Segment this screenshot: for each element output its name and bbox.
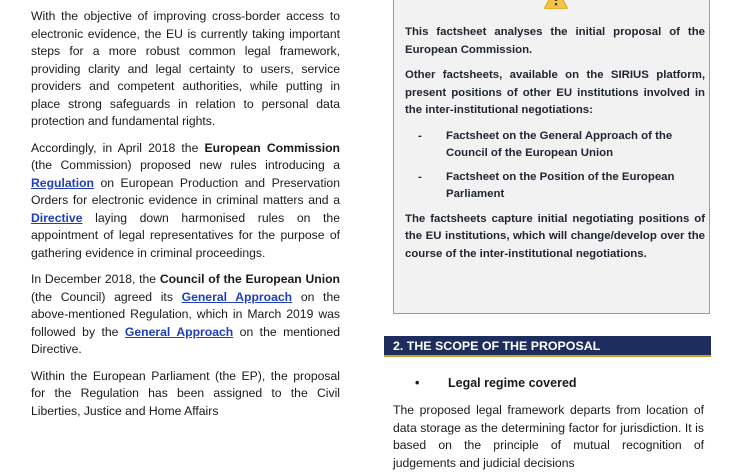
bullet-marker: •: [415, 376, 420, 390]
general-approach-link-regulation[interactable]: General Approach: [181, 289, 293, 304]
text-span: on the mentioned Directive.: [31, 324, 340, 356]
council-paragraph: [31, 271, 340, 359]
text-span: In December 2018, the: [31, 272, 160, 286]
bullet-item: [415, 376, 577, 390]
text-span: (the Commission) proposed new rules introducing a: [31, 158, 340, 172]
text-span: (the Council) agreed its: [31, 289, 182, 304]
notice-paragraph-1: This factsheet analyses the initial proposal of the European Commission.: [405, 26, 705, 56]
directive-link[interactable]: Directive: [31, 210, 83, 225]
list-item: [405, 169, 705, 204]
section-header: 2. THE SCOPE OF THE PROPOSAL: [384, 336, 711, 357]
scope-paragraph: The proposed legal framework departs from location of data storage as the determining factor for jurisdiction. It is based on the principle of mutual recognition of judgements and judicial decisions: [393, 403, 704, 470]
text-span: on the above-mentioned Regulation, which in March 2019 was followed by the: [31, 289, 341, 339]
regulation-link[interactable]: Regulation: [31, 175, 94, 190]
council-name: Council of the European Union: [159, 272, 340, 286]
list-item: [405, 128, 705, 163]
text-span: laying down harmonised rules on the appointment of legal representatives for the purpose of gathering evidence in criminal proceedings.: [31, 210, 340, 260]
text-span: Accordingly, in April 2018 the: [31, 140, 205, 155]
text-span: on European Production and Preservation Orders for electronic evidence in criminal matters and a: [31, 175, 340, 207]
list-item-text: Factsheet on the General Approach of the Council of the European Union: [446, 129, 673, 159]
general-approach-link-directive[interactable]: General Approach: [124, 324, 234, 339]
notice-paragraph-2: Other factsheets, available on the SIRIUS platform, present positions of other EU institutions involved in the inter-institutional negotiations:: [405, 69, 705, 116]
intro-paragraph: With the objective of improving cross-border access to electronic evidence, the EU is currently taking important steps for a more robust common legal framework, providing clarity and legal certainty to users, service providers and competent authorities, while putting in place strong safeguards in relation to personal data protection and fundamental rights.: [31, 9, 340, 128]
dash-marker: -: [418, 170, 422, 183]
parliament-paragraph: Within the European Parliament (the EP), the proposal for the Regulation has been assigned to the Civil Liberties, Justice and Home Affairs: [31, 368, 340, 418]
left-column: [31, 8, 340, 429]
notice-content: [405, 24, 705, 271]
notice-paragraph-3: The factsheets capture initial negotiating positions of the EU institutions, which will change/develop over the course of the inter-institutional negotiations.: [405, 212, 705, 260]
bullet-text: Legal regime covered: [448, 376, 577, 390]
warning-icon: [544, 0, 568, 9]
notice-box: [393, 0, 710, 314]
commission-paragraph: [31, 140, 340, 263]
commission-name: European Commission: [204, 140, 340, 155]
dash-marker: -: [418, 129, 422, 142]
factsheet-list: [405, 128, 705, 204]
list-item-text: Factsheet on the Position of the European Parliament: [446, 170, 675, 200]
